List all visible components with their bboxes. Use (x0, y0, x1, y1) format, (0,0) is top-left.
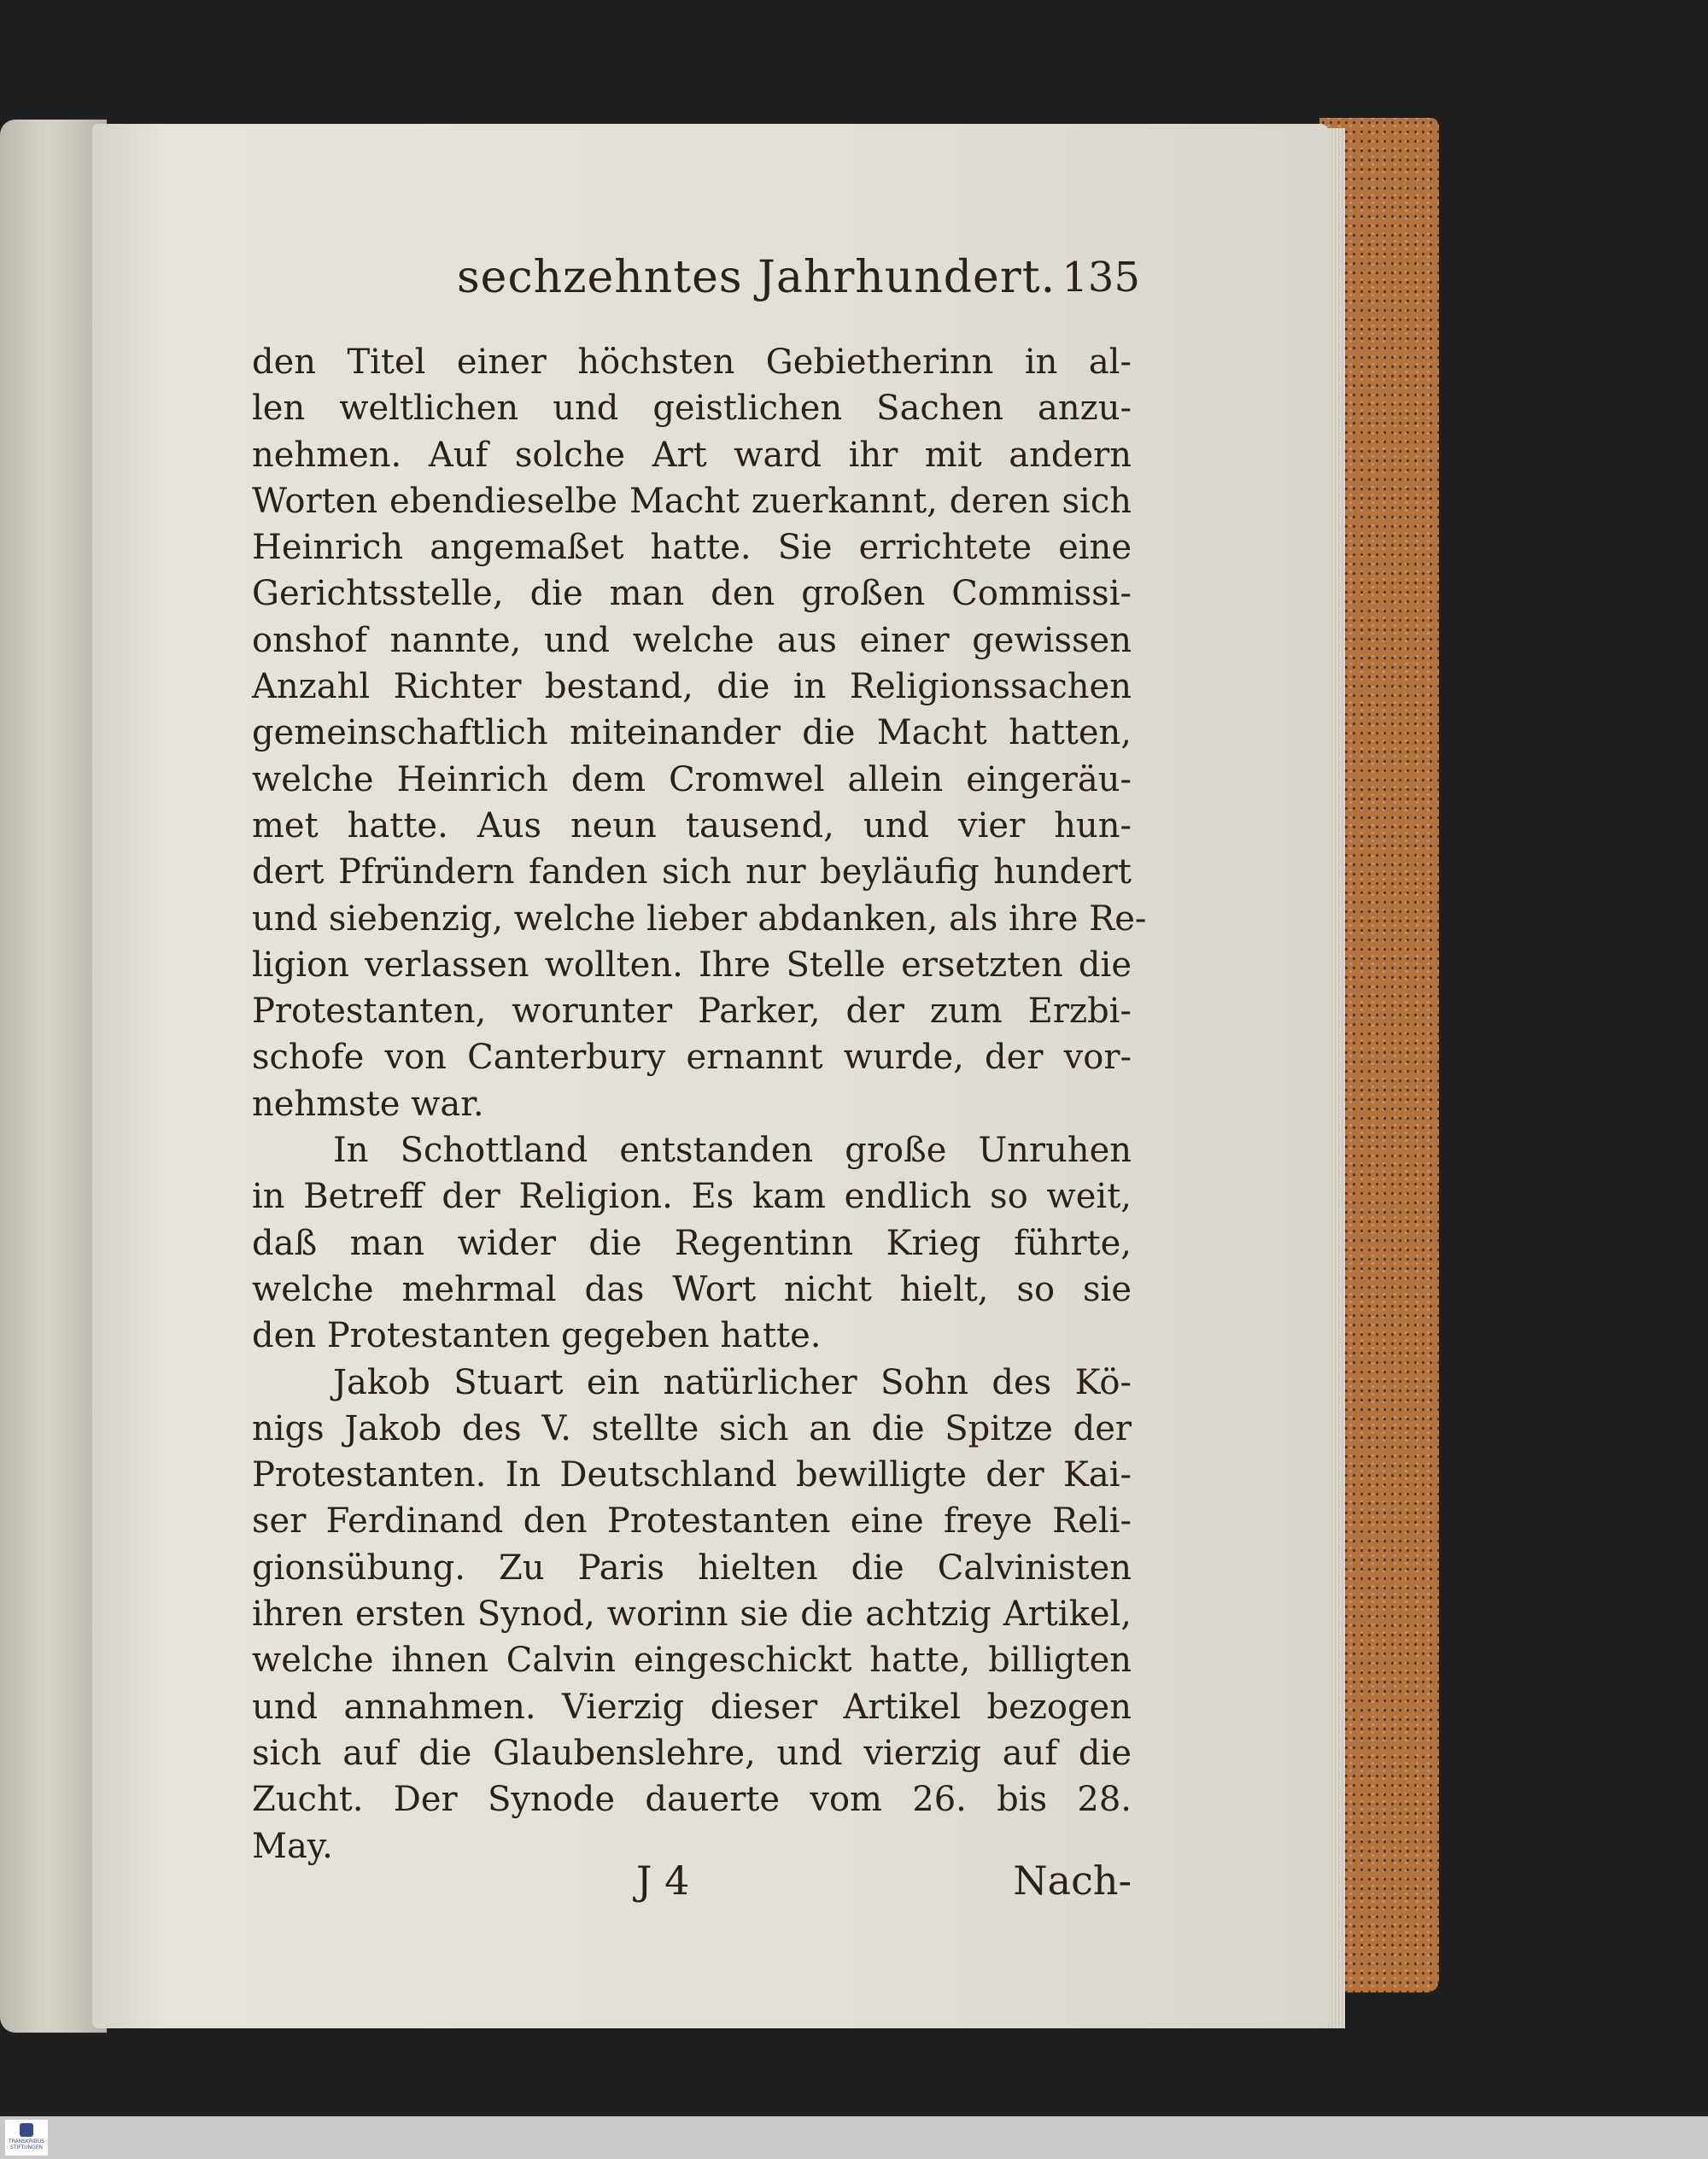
logo-text: TRANSKRIBUS STIFTUNGEN (8, 2139, 45, 2150)
text-line: onshof nannte, und welche aus einer gewissen (252, 620, 1132, 660)
text-line: Heinrich angemaßet hatte. Sie errichtete eine (252, 528, 1132, 568)
catchword: Nach- (1013, 1858, 1132, 1904)
text-line: daß man wider die Regentinn Krieg führte, (252, 1223, 1132, 1263)
text-line: den Titel einer höchsten Gebietherinn in al- (252, 342, 1132, 382)
page-footer (252, 1858, 1132, 1917)
text-line: Gerichtsstelle, die man den großen Commissi- (252, 574, 1132, 614)
text-line: welche ihnen Calvin eingeschickt hatte, billigten (252, 1641, 1132, 1681)
text-line: den Protestanten gegeben hatte. (252, 1316, 822, 1356)
text-line: Jakob Stuart ein natürlicher Sohn des Kö- (333, 1362, 1132, 1402)
text-line: len weltlichen und geistlichen Sachen anzu- (252, 389, 1132, 429)
text-line: In Schottland entstanden große Unruhen (333, 1131, 1132, 1171)
text-line: nehmen. Auf solche Art ward ihr mit andern (252, 435, 1132, 475)
text-line: met hatte. Aus neun tausend, und vier hun- (252, 805, 1132, 845)
page-number: 135 (1062, 254, 1140, 301)
text-line: Anzahl Richter bestand, die in Religionssachen (252, 667, 1132, 707)
text-line: May. (252, 1826, 333, 1866)
text-line: Zucht. Der Synode dauerte vom 26. bis 28. (252, 1780, 1132, 1820)
text-line: nigs Jakob des V. stellte sich an die Spitze der (252, 1408, 1132, 1448)
text-line: nehmste war. (252, 1084, 484, 1124)
text-line: in Betreff der Religion. Es kam endlich so weit, (252, 1177, 1132, 1217)
running-title: sechzehntes Jahrhundert. (457, 252, 1056, 303)
library-logo[interactable] (5, 2120, 48, 2156)
text-line: ser Ferdinand den Protestanten eine freye Reli- (252, 1501, 1132, 1542)
text-line: dert Pfründern fanden sich nur beyläufig hundert (252, 852, 1132, 892)
logo-icon (20, 2123, 33, 2137)
text-line: gionsübung. Zu Paris hielten die Calvinisten (252, 1548, 1132, 1588)
text-line: und annahmen. Vierzig dieser Artikel bezogen (252, 1687, 1132, 1727)
text-line: gemeinschaftlich miteinander die Macht hatten, (252, 713, 1132, 753)
viewer-bottom-bar (0, 2116, 1708, 2159)
text-line: sich auf die Glaubenslehre, und vierzig auf die (252, 1733, 1132, 1773)
facing-page-edge (0, 120, 107, 2033)
text-line: welche Heinrich dem Cromwel allein eingeräu- (252, 759, 1132, 799)
text-line: Worten ebendieselbe Macht zuerkannt, deren sich (252, 481, 1132, 521)
text-line: Protestanten, worunter Parker, der zum Erzbi- (252, 992, 1132, 1032)
text-line: Protestanten. In Deutschland bewilligte der Kai- (252, 1455, 1132, 1495)
running-head (457, 252, 1140, 312)
body-text (252, 339, 1147, 1869)
text-line: ihren ersten Synod, worinn sie die achtzig Artikel, (252, 1594, 1132, 1635)
text-line: ligion verlassen wollten. Ihre Stelle ersetzten die (252, 945, 1132, 985)
signature-mark: J 4 (636, 1858, 690, 1904)
text-line: welche mehrmal das Wort nicht hielt, so sie (252, 1269, 1132, 1309)
text-line: schofe von Canterbury ernannt wurde, der vor- (252, 1038, 1132, 1078)
text-line: und siebenzig, welche lieber abdanken, als ihre Re- (252, 898, 1147, 939)
